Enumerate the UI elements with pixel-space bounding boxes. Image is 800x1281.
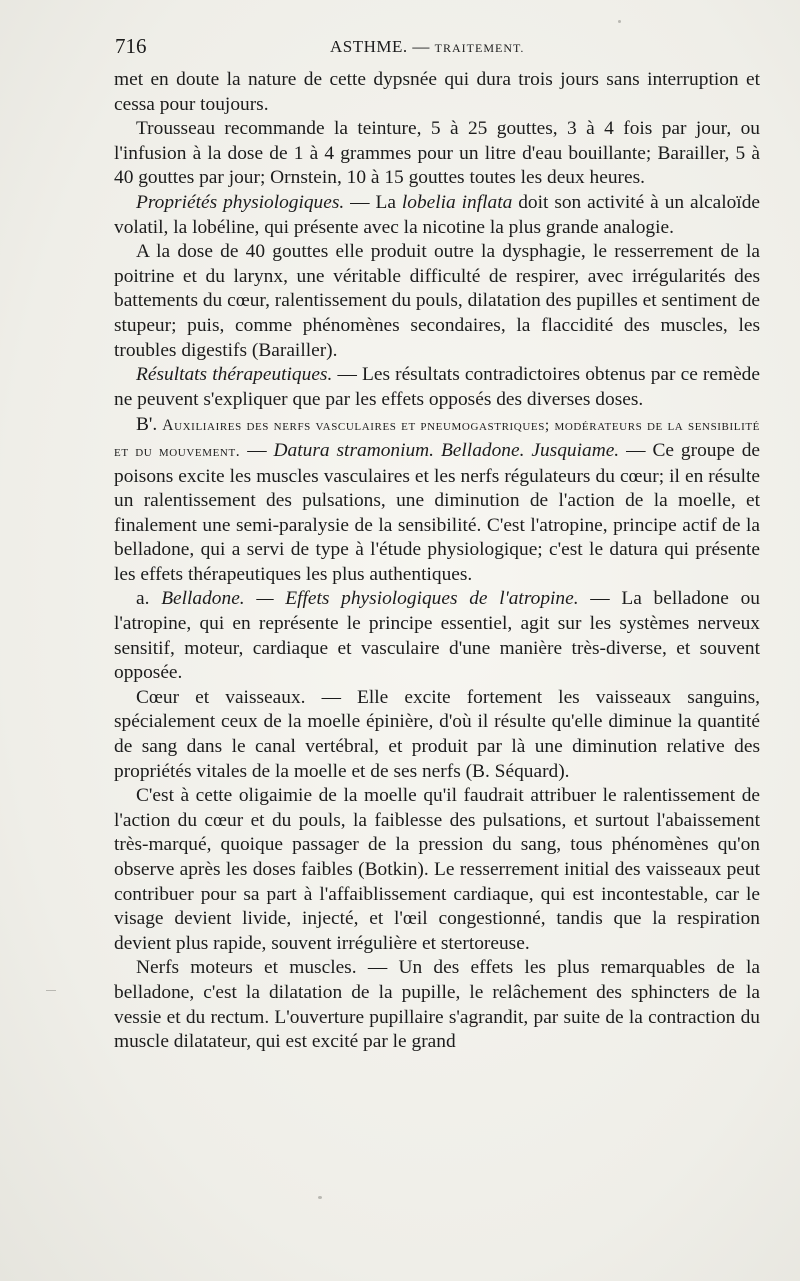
section-paragraph: [114, 587, 760, 685]
paragraph-text: met en doute la nature de cette dypsnée qui dura trois jours sans interruption et cessa pour toujours.: [114, 69, 760, 115]
paragraph-lead: Propriétés physiologiques.: [136, 191, 345, 213]
paragraph: [114, 240, 760, 363]
paragraph-text: — Les résultats contradictoires obtenus par ce remède ne peuvent s'expliquer que par les effets opposés des diverses doses.: [114, 364, 760, 410]
paragraph-dash: — La: [344, 191, 402, 213]
running-head-section: TRAITEMENT.: [434, 41, 525, 55]
page-header: [115, 34, 760, 64]
paragraph: [114, 363, 760, 412]
paragraph: [114, 68, 760, 117]
paragraph: [114, 117, 760, 191]
section-label: a.: [136, 588, 150, 610]
paragraph-lead: Résultats thérapeutiques.: [136, 364, 333, 386]
page-number: 716: [115, 34, 147, 58]
section-italic: Belladone. — Effets physiologiques de l'atropine.: [161, 588, 579, 610]
paragraph: [114, 784, 760, 956]
paragraph-text: doit son activité à un alcaloïde volatil, la lobéline, qui présente avec la nicotine la plus grande analogie.: [114, 191, 760, 238]
paragraph-text: Nerfs moteurs et muscles. — Un des effets les plus remarquables de la belladone, c'est la dilatation de la pupille, le relâchement des sphincters de la vessie et du rectum. L'ouverture pupillaire s'agrandit, par suite de la contraction du muscle dilatateur, qui est excité par le grand: [114, 957, 760, 1053]
section-paragraph: [114, 413, 760, 587]
paragraph-text: C'est à cette oligaimie de la moelle qu'il faudrait attribuer le ralentissement de l'action du cœur et du pouls, la faiblesse des pulsations, et surtout l'abaissement très-marqué, quoique passager de la pression du sang, tous phénomènes qu'on observe après les doses faibles (Botkin). Le resserrement initial des vaisseaux peut contribuer pour sa part à l'affaiblissement cardiaque, qui est incontestable, car le visage devient livide, injecté, et l'œil congestionné, tandis que la respiration devient plus rapide, souvent irrégulière et stertoreuse.: [114, 785, 760, 954]
paragraph-text: Trousseau recommande la teinture, 5 à 25 gouttes, 3 à 4 fois par jour, ou l'infusion à la dose de 1 à 4 grammes pour un litre d'eau bouillante; Barailler, 5 à 40 gouttes par jour; Ornstein, 10 à 15 gouttes toutes les deux heures.: [114, 118, 760, 189]
section-dash: —: [240, 439, 274, 461]
running-head: [330, 37, 524, 57]
section-label: B'.: [136, 414, 158, 436]
page-body: [114, 68, 760, 1055]
paper-speck: [618, 20, 621, 23]
paragraph-term: lobelia inflata: [401, 191, 513, 213]
section-heading: Auxiliaires des nerfs vasculaires et pneumogastriques; modérateurs de la sensibilité et du mouvement.: [114, 417, 760, 460]
paragraph-text: — Ce groupe de poisons excite les muscles vasculaires et les nerfs régulateurs du cœur; il en résulte un ralentissement des pulsations, une diminution de l'action de la moelle, et finalement une semi-paralysie de la sensibilité. C'est l'atropine, principe actif de la belladone, qui a servi de type à l'étude physiologique; c'est le datura qui présente les effets thérapeutiques les plus authentiques.: [114, 439, 761, 585]
running-head-dash: —: [412, 37, 430, 56]
paper-speck: [318, 1196, 322, 1199]
paragraph-text: Cœur et vaisseaux. — Elle excite fortement les vaisseaux sanguins, spécialement ceux de la moelle épinière, d'où il résulte qu'elle diminue la quantité de sang dans le canal vertébral, et produit par là une diminution relative des propriétés vitales de la moelle et de ses nerfs (B. Séquard).: [114, 686, 760, 782]
paragraph: [114, 191, 760, 240]
paragraph: [114, 686, 760, 784]
section-italic: Datura stramonium. Belladone. Jusquiame.: [273, 439, 620, 461]
paragraph: [114, 956, 760, 1054]
paragraph-text: — La belladone ou l'atropine, qui en représente le principe essentiel, agit sur les systèmes nerveux sensitif, moteur, cardiaque et vasculaire d'une manière très-diverse, et souvent opposée.: [114, 588, 761, 684]
paper-speck: [46, 990, 56, 991]
paragraph-text: A la dose de 40 gouttes elle produit outre la dysphagie, le resserrement de la poitrine et du larynx, une véritable difficulté de respirer, avec irrégularités des battements du cœur, ralentissement du pouls, dilatation des pupilles et sentiment de stupeur; puis, comme phénomènes secondaires, la flaccidité des muscles, les troubles digestifs (Barailler).: [114, 241, 760, 361]
running-head-title: ASTHME.: [330, 37, 408, 56]
